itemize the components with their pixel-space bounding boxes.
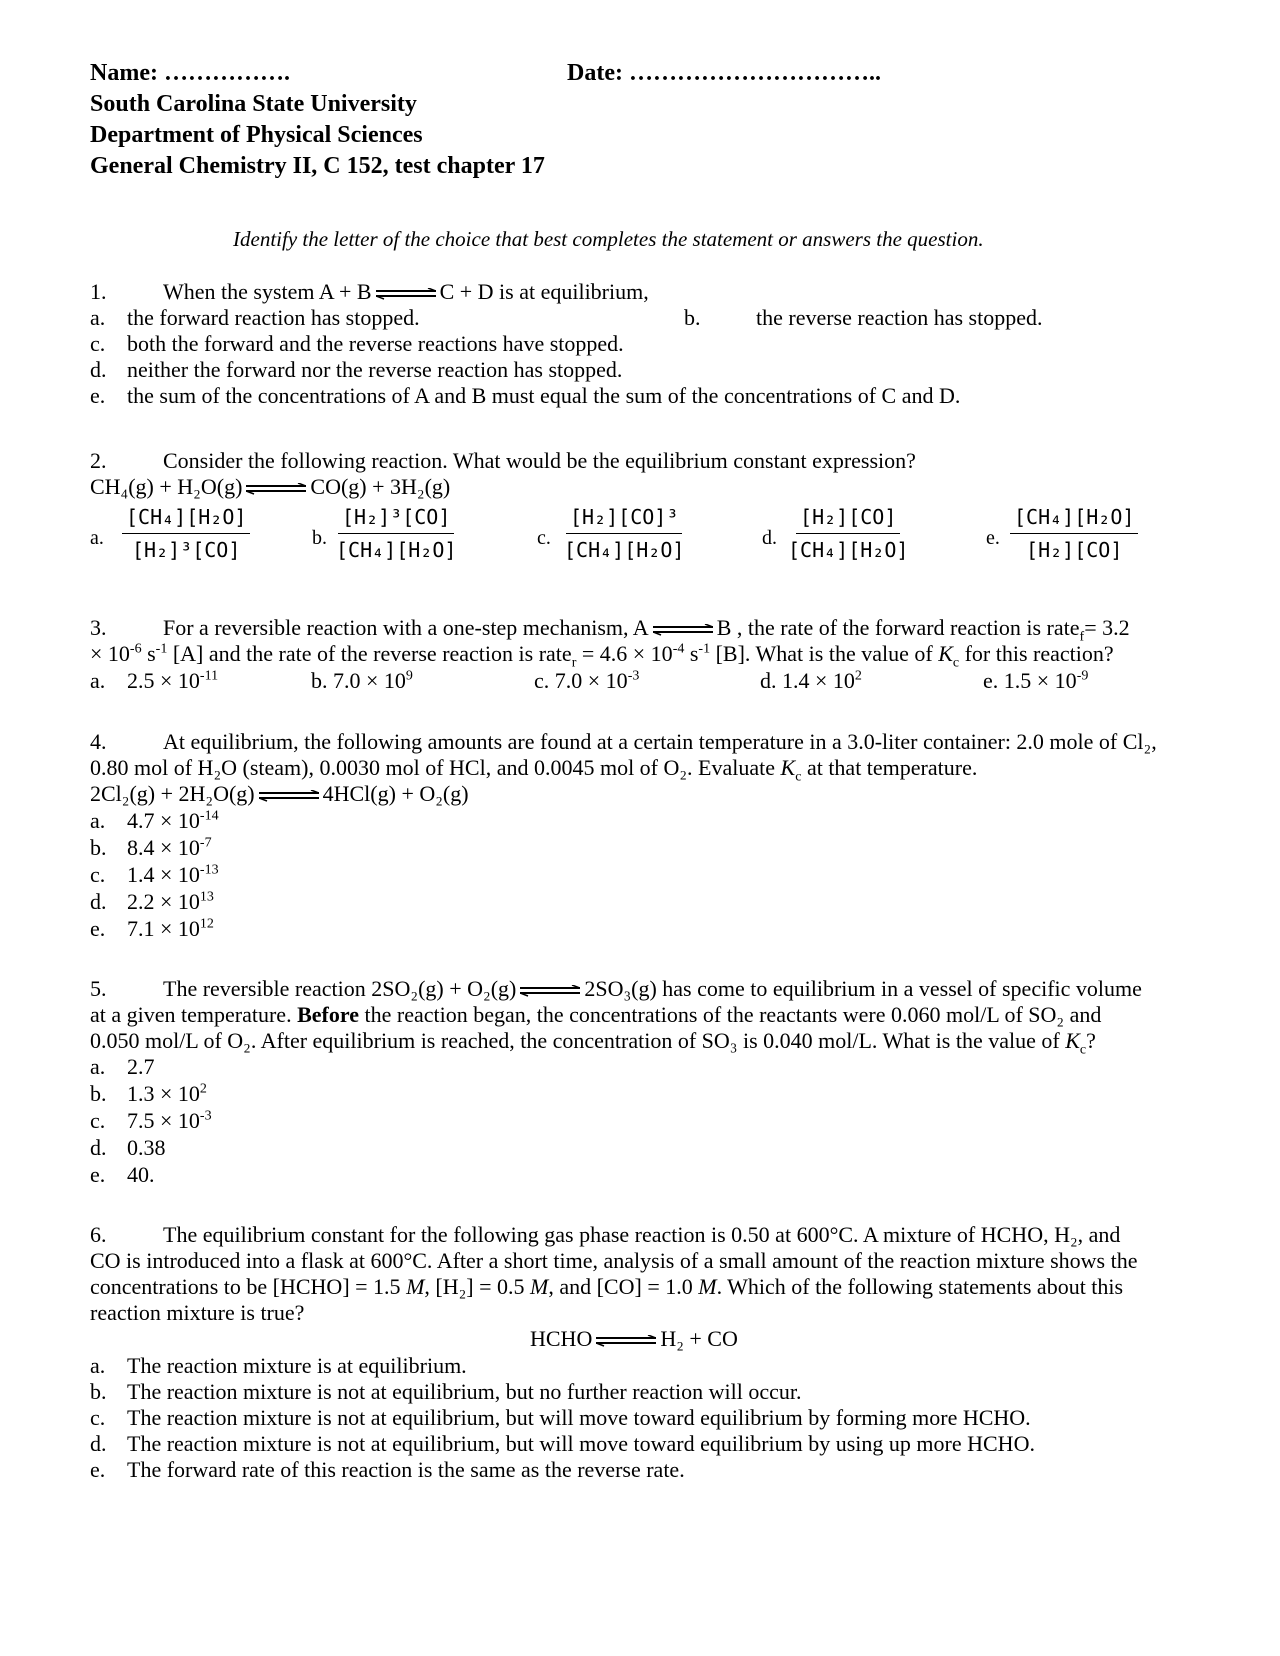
- arrow-heads-icon: [376, 288, 436, 300]
- q6-choice-a[interactable]: a. The reaction mixture is at equilibrium.: [90, 1353, 467, 1378]
- question-4-stem-line2: 0.80 mol of H₂O (steam), 0.0030 mol of HCl, and 0.0045 mol of O₂. Evaluate $K_c$ at that temperature.: [90, 755, 978, 785]
- arrow-heads-icon: [246, 483, 306, 495]
- q2-choice-e[interactable]: $\frac{\text{[CH₄][H₂O]}}{\text{[H₂][CO]}}$: [1010, 503, 1138, 564]
- date-field-label: Date: …………………………..: [567, 60, 881, 86]
- equilibrium-arrow-icon: [259, 790, 319, 802]
- equilibrium-arrow-icon: [246, 483, 306, 495]
- department-title: Department of Physical Sciences: [90, 122, 423, 148]
- q6-choice-d[interactable]: d. The reaction mixture is not at equilibrium, but will move toward equilibrium by using up more HCHO.: [90, 1431, 1035, 1456]
- q1-stem-part-b: C + D is at equilibrium,: [439, 279, 649, 304]
- question-3-stem-line1: For a reversible reaction with a one-step mechanism, A B , the rate of the forward reaction is rate$_f$= 3.2: [163, 615, 1130, 645]
- q4-choice-b[interactable]: b. $8.4 \times 10^{-7}$: [90, 835, 212, 860]
- reverse-harpoon-icon: [259, 798, 267, 801]
- q5-choice-c[interactable]: c. $7.5 \times 10^{-3}$: [90, 1108, 212, 1133]
- question-6-stem-line2: CO is introduced into a flask at 600°C. After a short time, analysis of a small amount of the reaction mixture shows the: [90, 1248, 1138, 1273]
- question-5-number: 5.: [90, 976, 107, 1001]
- q5-choice-d[interactable]: d. 0.38: [90, 1135, 166, 1160]
- q1-choice-b[interactable]: b. the reverse reaction has stopped.: [684, 305, 1043, 330]
- question-2-number: 2.: [90, 448, 107, 473]
- question-5-stem-line2: at a given temperature. Before the reaction began, the concentrations of the reactants were 0.060 mol/L of SO₂ and: [90, 1002, 1102, 1027]
- q1-choice-c[interactable]: c. both the forward and the reverse reactions have stopped.: [90, 331, 624, 356]
- question-6-number: 6.: [90, 1222, 107, 1247]
- question-4-stem-line1: At equilibrium, the following amounts are found at a certain temperature in a 3.0-liter container: 2.0 mole of Cl₂,: [163, 729, 1157, 754]
- forward-harpoon-icon: [648, 1335, 656, 1338]
- question-6-stem-line3: concentrations to be [HCHO] = 1.5 M, [H₂] = 0.5 M, and [CO] = 1.0 M. Which of the following statements about this: [90, 1274, 1124, 1299]
- instructions: Identify the letter of the choice that best completes the statement or answers the question.: [233, 227, 984, 251]
- question-5-stem-line1: The reversible reaction 2SO₂(g) + O₂(g) 2SO₃(g) has come to equilibrium in a vessel of specific volume: [163, 976, 1142, 1001]
- q3-choice-c[interactable]: c. $7.0 \times 10^{-3}$: [534, 668, 640, 693]
- question-6-stem-line4: reaction mixture is true?: [90, 1300, 305, 1325]
- equilibrium-arrow-icon: [596, 1335, 656, 1347]
- q2-choices: [90, 503, 1190, 573]
- reverse-harpoon-icon: [653, 632, 661, 635]
- q4-choice-e[interactable]: e. $7.1 \times 10^{12}$: [90, 916, 214, 941]
- q2-choice-b-letter[interactable]: b.: [312, 527, 327, 549]
- forward-harpoon-icon: [705, 624, 713, 627]
- q2-choice-e-letter[interactable]: e.: [986, 527, 1000, 549]
- q3-choice-d[interactable]: d. $1.4 \times 10^2$: [760, 668, 862, 693]
- q4-choice-c[interactable]: c. $1.4 \times 10^{-13}$: [90, 862, 219, 887]
- arrow-heads-icon: [653, 624, 713, 636]
- question-3-number: 3.: [90, 615, 107, 640]
- equilibrium-arrow-icon: [520, 985, 580, 997]
- arrow-heads-icon: [259, 790, 319, 802]
- equilibrium-arrow-icon: [376, 288, 436, 300]
- q1-choice-e[interactable]: e. the sum of the concentrations of A and B must equal the sum of the concentrations of C and D.: [90, 383, 961, 408]
- q2-choice-d-letter[interactable]: d.: [762, 527, 777, 549]
- q2-choice-a-letter[interactable]: a.: [90, 527, 104, 549]
- q1-choice-a[interactable]: a. the forward reaction has stopped.: [90, 305, 420, 330]
- q3-choice-b[interactable]: b. $7.0 \times 10^9$: [311, 668, 413, 693]
- q4-choice-a[interactable]: a. $4.7 \times 10^{-14}$: [90, 808, 219, 833]
- q3-choice-e[interactable]: e. $1.5 \times 10^{-9}$: [983, 668, 1089, 693]
- reverse-harpoon-icon: [246, 491, 254, 494]
- equilibrium-arrow-icon: [653, 624, 713, 636]
- question-5-stem-line3: 0.050 mol/L of O₂. After equilibrium is reached, the concentration of SO₃ is 0.040 mol/L. What is the value of $K_c$?: [90, 1028, 1096, 1058]
- question-3-stem-line2: × $10^{-6}$ $s^{-1}$ [A] and the rate of the reverse reaction is rate$_r$ = $4.6 \times 10^{-4}$ $s^{-1}$ [B]. What is the value of $K_c$ for this reaction?: [90, 641, 1114, 671]
- reverse-harpoon-icon: [520, 993, 528, 996]
- question-2-stem: Consider the following reaction. What would be the equilibrium constant expression?: [163, 448, 916, 473]
- q2-choice-b[interactable]: $\frac{\text{[H₂]³[CO]}}{\text{[CH₄][H₂O]}}$: [336, 505, 457, 562]
- forward-harpoon-icon: [572, 985, 580, 988]
- forward-harpoon-icon: [298, 483, 306, 486]
- q5-choice-a[interactable]: a. 2.7: [90, 1054, 155, 1079]
- q2-reaction: [90, 473, 450, 500]
- q5-choice-b[interactable]: b. $1.3 \times 10^2$: [90, 1081, 207, 1106]
- q2-products: CO(g) + 3H₂(g): [310, 474, 451, 499]
- forward-harpoon-icon: [311, 790, 319, 793]
- name-field-label: Name: …………….: [90, 60, 290, 86]
- q4-choice-d[interactable]: d. $2.2 \times 10^{13}$: [90, 889, 214, 914]
- q2-choice-a[interactable]: $\frac{\text{[CH₄][H₂O]}}{\text{[H₂]³[CO]}}$: [122, 503, 250, 564]
- question-6-stem-line1: The equilibrium constant for the following gas phase reaction is 0.50 at 600°C. A mixture of HCHO, H₂, and: [163, 1222, 1121, 1247]
- forward-harpoon-icon: [428, 288, 436, 291]
- reverse-harpoon-icon: [376, 296, 384, 299]
- question-4-number: 4.: [90, 729, 107, 754]
- reverse-harpoon-icon: [596, 1343, 604, 1346]
- q2-choice-c[interactable]: $\frac{\text{[H₂][CO]³}}{\text{[CH₄][H₂O]}}$: [564, 505, 685, 562]
- q6-choice-e[interactable]: e. The forward rate of this reaction is the same as the reverse rate.: [90, 1457, 685, 1482]
- question-1-number: 1.: [90, 279, 107, 304]
- q3-choice-a[interactable]: a. $2.5 \times 10^{-11}$: [90, 668, 219, 693]
- q1-choice-d[interactable]: d. neither the forward nor the reverse reaction has stopped.: [90, 357, 623, 382]
- q6-choice-c[interactable]: c. The reaction mixture is not at equilibrium, but will move toward equilibrium by forming more HCHO.: [90, 1405, 1031, 1430]
- q4-reaction: 2Cl₂(g) + 2H₂O(g) 4HCl(g) + O₂(g): [90, 781, 469, 806]
- q2-reactants: CH₄(g) + H₂O(g): [90, 474, 243, 499]
- arrow-heads-icon: [596, 1335, 656, 1347]
- university-title: South Carolina State University: [90, 91, 417, 117]
- arrow-heads-icon: [520, 985, 580, 997]
- q2-choice-d[interactable]: $\frac{\text{[H₂][CO]}}{\text{[CH₄][H₂O]}}$: [788, 505, 909, 562]
- question-1-stem: [163, 278, 649, 305]
- q6-choice-b[interactable]: b. The reaction mixture is not at equilibrium, but no further reaction will occur.: [90, 1379, 802, 1404]
- q6-reaction: HCHO H₂ + CO: [530, 1326, 738, 1351]
- q1-stem-part-a: When the system A + B: [163, 279, 372, 304]
- course-title: General Chemistry II, C 152, test chapter 17: [90, 153, 545, 179]
- q5-choice-e[interactable]: e. 40.: [90, 1162, 155, 1187]
- q2-choice-c-letter[interactable]: c.: [537, 527, 551, 549]
